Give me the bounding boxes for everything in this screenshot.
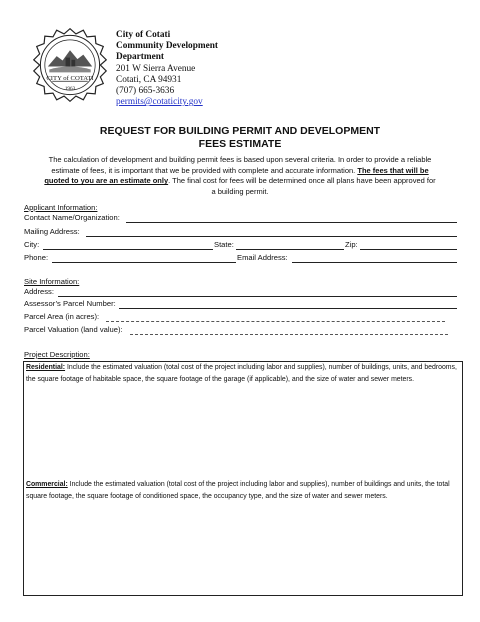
department-header [116,30,218,108]
parcel-number-label: Assessor’s Parcel Number: [24,299,116,308]
parcel-valuation-label: Parcel Valuation (land value): [24,325,123,334]
project-description-box[interactable] [23,361,463,596]
org-name-line2: Community Development [116,41,218,52]
org-name-line3: Department [116,52,165,63]
project-description-heading: Project Description: [24,350,90,359]
seal-text: CITY of COTATI [46,74,94,82]
form-title-line1: REQUEST FOR BUILDING PERMIT AND DEVELOPMENT [99,125,381,137]
city-state-zip: Cotati, CA 94931 [116,74,182,85]
intro-bold-notice: The fees that will be quoted to you are an estimate only [44,165,429,186]
org-name-line1: City of Cotati [116,30,171,40]
residential-text: Include the estimated valuation (total cost of the project including labor and supplies), number of buildings, units, and bedrooms, the square footage of habitable space, the square footage of the garage (if applicable), and the size of water and sewer meters. [26,364,457,383]
parcel-area-field[interactable] [106,321,445,322]
intro-paragraph [44,155,436,197]
email-link[interactable]: permits@cotaticity.gov [116,97,203,108]
zip-label: Zip: [345,240,358,249]
mailing-address-label: Mailing Address: [24,227,80,236]
intro-text-1: The calculation of development and building permit fees is based upon several criteria. In order to provide a reliable estimate of fees, it is important that we be provided with complete and accurate information. [48,155,432,175]
email-address-label: Email Address: [237,253,288,262]
street-address: 201 W Sierra Avenue [116,63,196,74]
residential-label: Residential: [26,364,66,371]
parcel-area-label: Parcel Area (in acres): [24,312,100,321]
phone-number: (707) 665-3636 [116,86,175,97]
city-label: City: [24,240,40,249]
site-heading: Site Information: [24,277,80,286]
parcel-number-field[interactable] [119,308,457,309]
parcel-valuation-field[interactable] [130,334,448,335]
applicant-heading: Applicant Information: [24,203,98,212]
contact-name-label: Contact Name/Organization: [24,213,120,222]
state-label: State: [214,240,234,249]
seal-year: 1963 [64,86,76,93]
mailing-address-field[interactable] [86,236,457,237]
phone-label: Phone: [24,253,49,262]
city-field[interactable] [43,249,213,250]
residential-instructions [26,362,458,386]
contact-name-field[interactable] [126,222,457,223]
city-seal-logo [33,28,107,102]
email-address-field[interactable] [292,262,457,263]
phone-field[interactable] [52,262,236,263]
site-address-field[interactable] [58,296,457,297]
commercial-instructions [26,479,458,503]
zip-field[interactable] [360,249,457,250]
site-address-label: Address: [24,287,54,296]
commercial-label: Commercial: [26,481,68,488]
intro-text-2: . The final cost for fees will be determined once all plans have been approved for a building permit. [168,176,436,196]
state-field[interactable] [236,249,344,250]
commercial-text: Include the estimated valuation (total cost of the project including labor and supplies), number of buildings and units, the total square footage, the square footage of conditioned space, the occupancy type, and the size of water and sewer meters. [26,481,450,500]
form-title-line2: FEES ESTIMATE [198,138,282,150]
